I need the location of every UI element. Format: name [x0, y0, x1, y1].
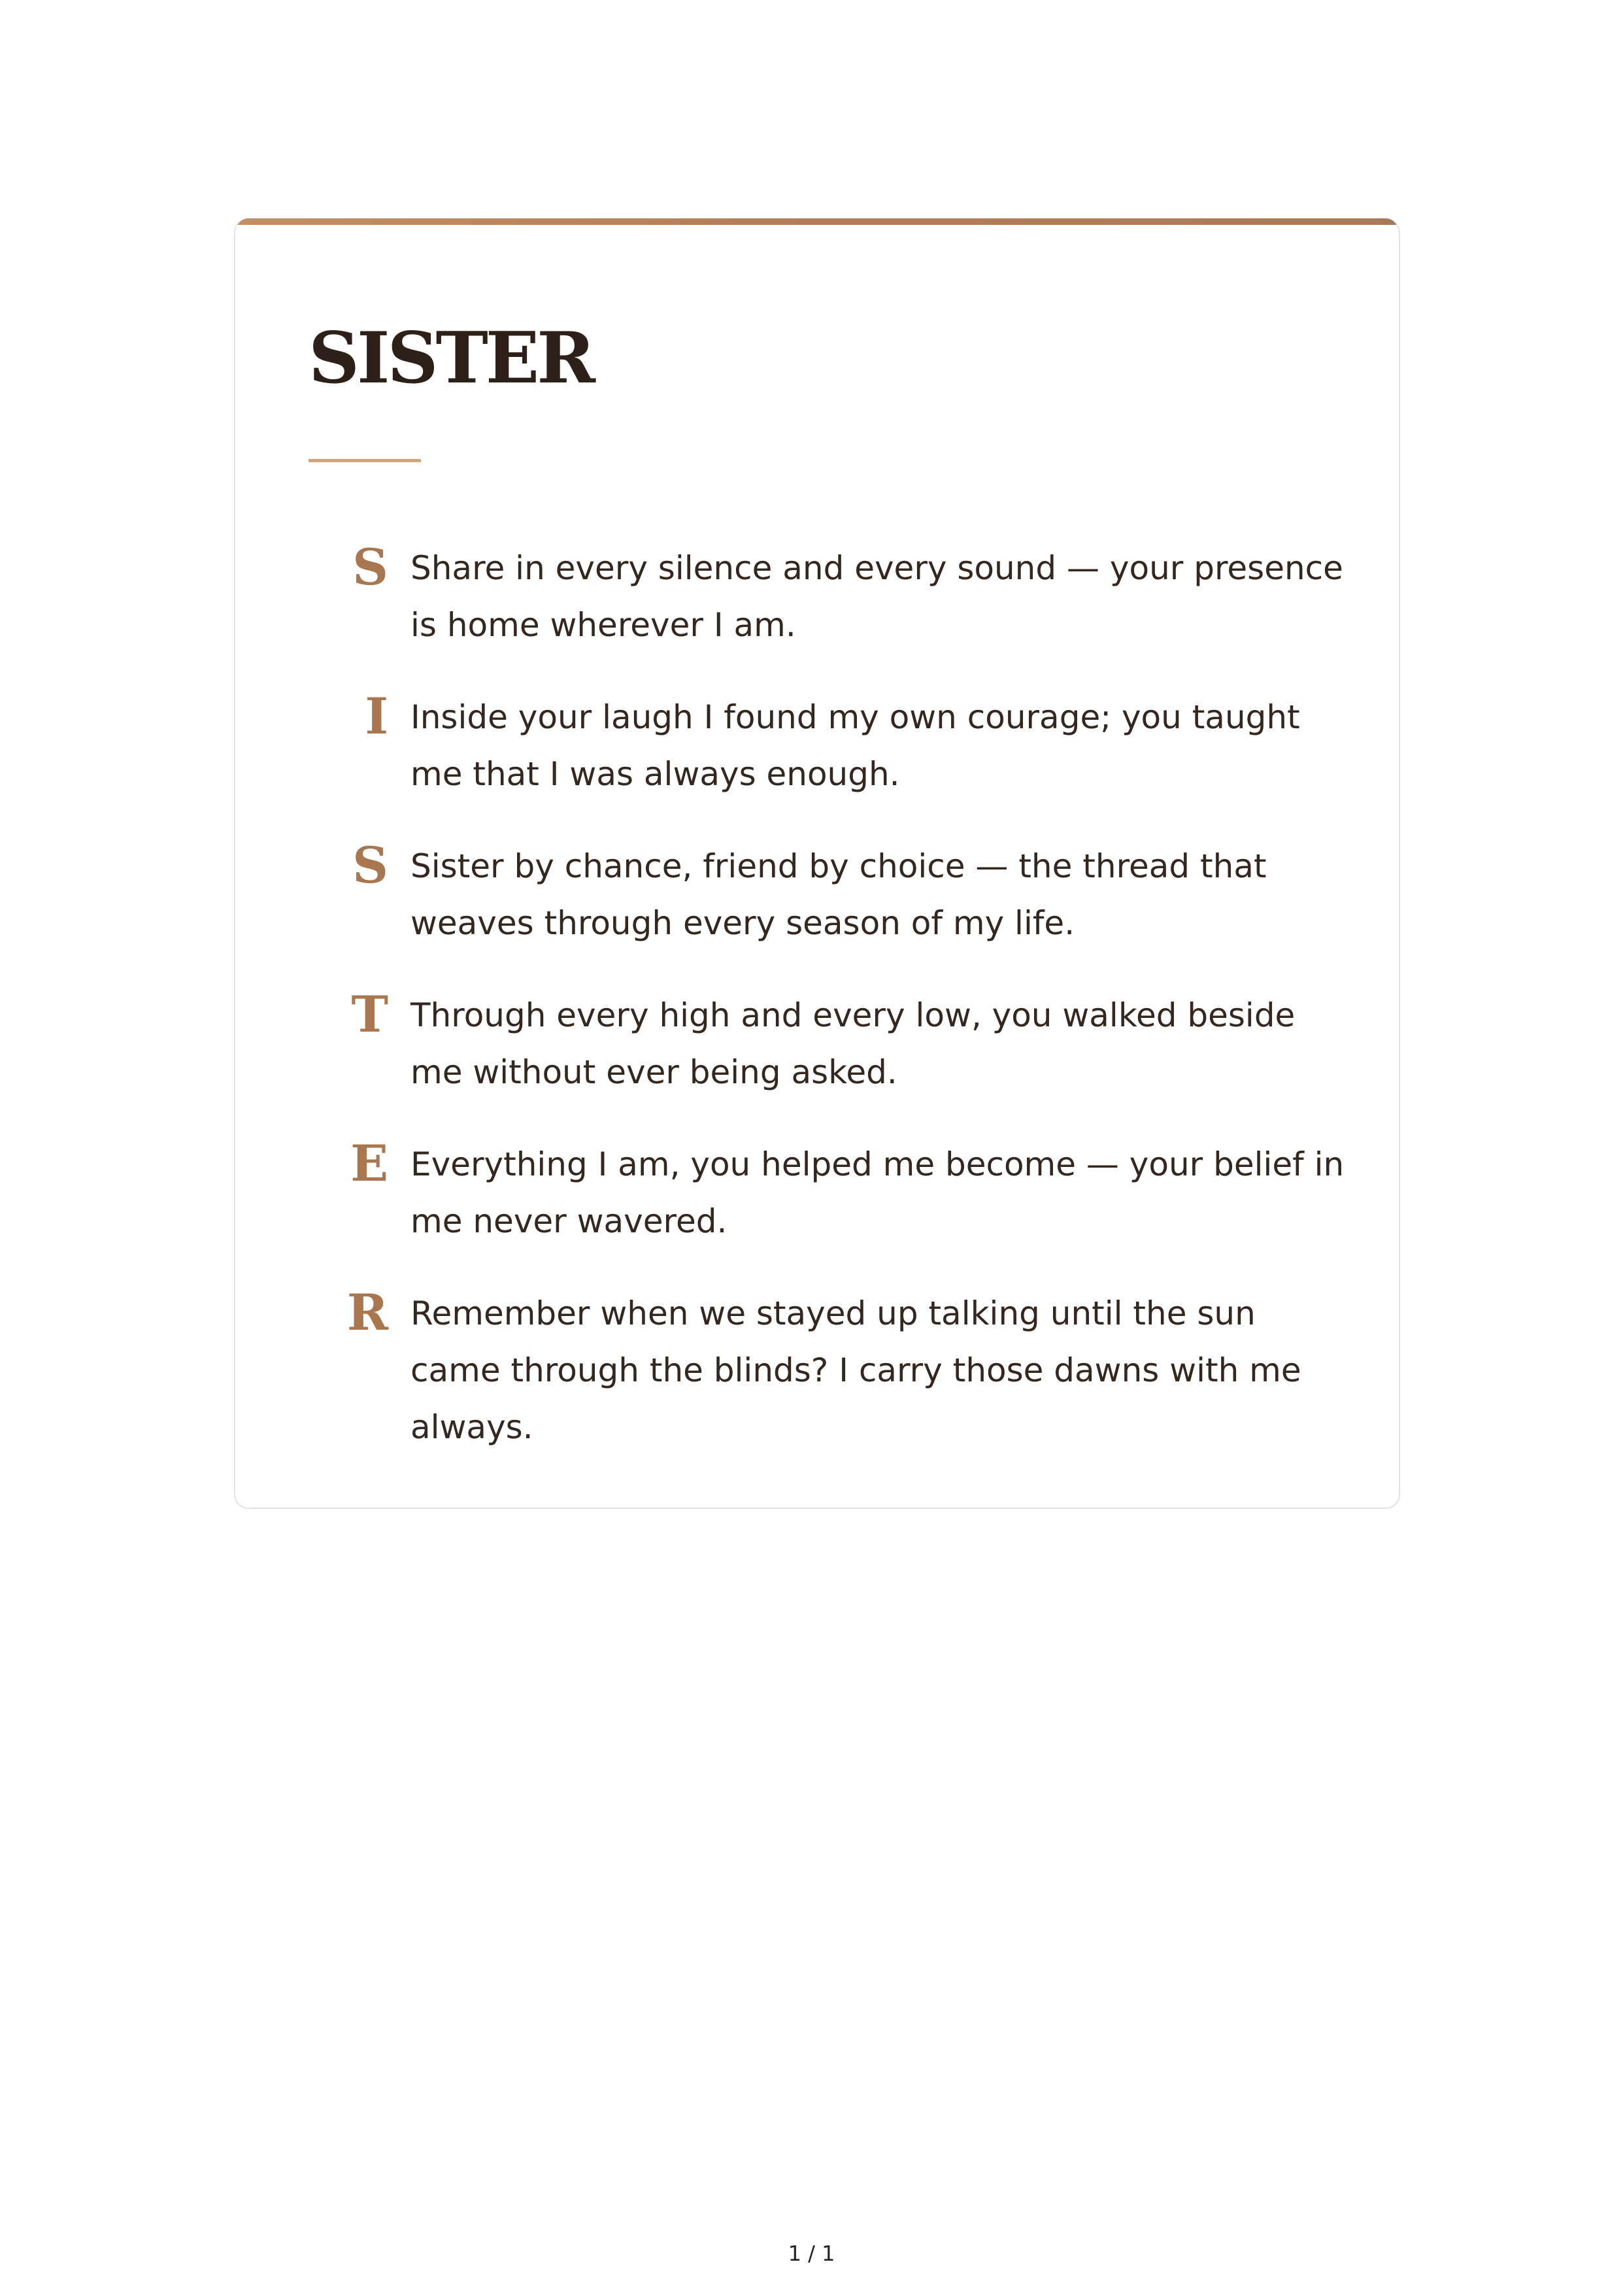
acrostic-text: Through every high and every low, you walked beside me without ever being asked.	[410, 996, 1296, 1091]
page-title: SISTER	[309, 317, 593, 399]
acrostic-line	[335, 1134, 1354, 1250]
page-number: 1 / 1	[788, 2241, 835, 2266]
acrostic-text: Inside your laugh I found my own courage; you taught me that I was always enough.	[410, 698, 1300, 793]
acrostic-initial: I	[365, 687, 388, 745]
acrostic-initial: E	[350, 1134, 388, 1192]
acrostic-initial: S	[352, 836, 388, 894]
acrostic-line	[335, 538, 1354, 654]
acrostic-line	[335, 1283, 1354, 1456]
acrostic-text: Everything I am, you helped me become — your belief in me never wavered.	[410, 1145, 1345, 1240]
acrostic-text: Remember when we stayed up talking until the sun came through the blinds? I carry those dawns with me always.	[410, 1294, 1301, 1446]
acrostic-line	[335, 687, 1354, 803]
card-accent-bar	[235, 218, 1399, 225]
acrostic-initial: R	[346, 1283, 388, 1342]
acrostic-initial: T	[351, 985, 388, 1043]
poem-card	[234, 218, 1400, 1509]
acrostic-initial: S	[352, 538, 388, 596]
acrostic-line	[335, 985, 1354, 1101]
acrostic-text: Sister by chance, friend by choice — the thread that weaves through every season of my life.	[410, 847, 1267, 942]
acrostic-text: Share in every silence and every sound — your presence is home wherever I am.	[410, 549, 1343, 644]
acrostic-line	[335, 836, 1354, 952]
acrostic-list	[335, 538, 1354, 1493]
title-underline	[309, 459, 421, 462]
